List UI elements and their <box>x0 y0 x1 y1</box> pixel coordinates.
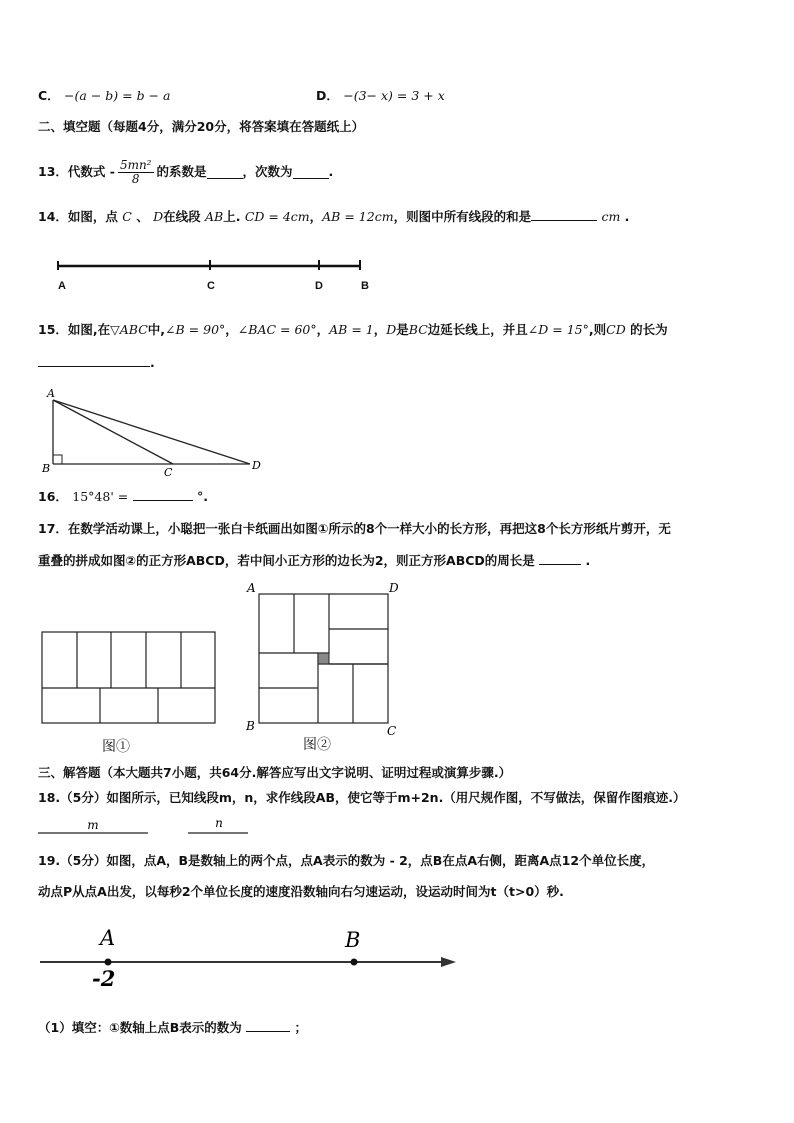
q14-sep: 、 <box>136 209 149 224</box>
q15-label-c: C <box>164 466 173 479</box>
option-c-expr: −(a − b) = b − a <box>64 88 171 103</box>
q14-label-c: C <box>207 280 215 292</box>
option-d-expr: −(3− x) = 3 + x <box>343 88 445 103</box>
q15-label-a: A <box>47 387 55 400</box>
q14-point-d: D <box>153 209 164 224</box>
q14-comma: ， <box>309 209 323 224</box>
q19-sub-1-answer-blank[interactable] <box>246 1019 290 1032</box>
option-c <box>38 88 170 104</box>
q15-end: . <box>150 355 155 370</box>
question-13 <box>38 152 333 192</box>
q15-mid-4: ， <box>373 322 387 337</box>
q19-point-b <box>351 959 358 966</box>
q15-mid-2: ， <box>225 322 238 337</box>
q14-label-d: D <box>315 280 323 292</box>
q15-label-d: D <box>252 459 261 472</box>
q18-segments-figure <box>36 814 266 840</box>
q17-end: . <box>585 553 591 568</box>
q14-tail: ，则图中所有线段的和是 <box>393 209 532 224</box>
q19-sub-1-text: （1）填空：①数轴上点B表示的数为 <box>38 1020 242 1035</box>
q15-point-d: D <box>386 322 397 337</box>
q14-end: . <box>624 209 630 224</box>
q19-sub-1 <box>38 1019 307 1036</box>
q19-number-line <box>36 920 466 995</box>
q14-on: 在线段 <box>163 209 201 224</box>
q14-answer-blank[interactable] <box>531 208 597 221</box>
q14-text-on: 上. <box>223 209 241 224</box>
q19-point-a <box>105 959 112 966</box>
q14-ab: AB = 12cm <box>322 209 394 224</box>
question-14 <box>38 208 629 225</box>
q19-label-b: B <box>345 928 361 952</box>
q16-expr: 15°48' = <box>72 489 129 504</box>
q15-side-ac <box>53 400 173 464</box>
q15-cd: CD <box>606 322 626 337</box>
q19-line-2: 动点P从点A出发，以每秒2个单位长度的速度沿数轴向右匀速运动，设运动时间为t（t>0）秒. <box>38 884 564 899</box>
q17-fig2-caption: 图② <box>303 737 331 753</box>
q17-fig1-caption: 图① <box>102 739 130 755</box>
q15-triangle-figure <box>38 385 273 480</box>
option-c-label: C． <box>38 88 60 103</box>
section-2-heading: 二、填空题（每题4分，满分20分，将答案填在答题纸上） <box>38 119 365 134</box>
question-15 <box>38 322 668 338</box>
fig1-outer-rect <box>42 632 215 723</box>
q19-axis-arrow <box>441 957 456 967</box>
q13-answer-blank-2[interactable] <box>293 166 329 179</box>
q15-angle-bac: ∠BAC = 60° <box>237 322 317 337</box>
q14-segment-ab: AB <box>204 209 224 224</box>
q19-line-1: 19.（5分）如图，点A，B是数轴上的两个点，点A表示的数为 - 2，点B在点A右侧，距离A点12个单位长度， <box>38 853 655 868</box>
q14-label-a: A <box>58 280 66 292</box>
q13-answer-blank-1[interactable] <box>207 166 243 179</box>
q17-line-1: 17．在数学活动课上，小聪把一张白卡纸画出如图①所示的8个一样大小的长方形，再把这8个长方形纸片剪开，无 <box>38 521 671 536</box>
q18-label-n: n <box>215 816 223 830</box>
q14-label-b: B <box>361 280 369 292</box>
q14-unit: cm <box>601 209 621 224</box>
q15-ab: AB = 1 <box>329 322 374 337</box>
option-d <box>316 88 445 104</box>
q19-label-a: A <box>100 926 116 950</box>
q15-answer-blank[interactable] <box>38 354 150 367</box>
q15-triangle: ▽ABC <box>110 322 148 337</box>
q18-label-m: m <box>87 818 99 832</box>
q16-prefix: 16． <box>38 489 68 504</box>
q15-prefix: 15．如图,在 <box>38 322 111 337</box>
q14-point-c: C <box>122 209 132 224</box>
q15-mid-6: 边延长线上，并且 <box>427 322 528 337</box>
q18-text: 18.（5分）如图所示，已知线段m，n，求作线段AB，使它等于m+2n.（用尺规作图，不写做法，保留作图痕迹.） <box>38 790 686 805</box>
q13-fraction <box>118 159 154 186</box>
q19-value-a: -2 <box>92 966 116 991</box>
option-d-label: D． <box>316 88 339 103</box>
q17-figure-1 <box>40 630 220 726</box>
fig2-label-a: A <box>247 581 256 595</box>
q15-mid-8: 的长为 <box>630 322 668 337</box>
q13-text-3: . <box>328 164 334 179</box>
question-16 <box>38 488 208 505</box>
q17-line-2: 重叠的拼成如图②的正方形ABCD，若中间小正方形的边长为2，则正方形ABCD的周长是 <box>38 553 535 568</box>
q15-side-ad <box>53 400 250 464</box>
q13-text-1: 的系数是 <box>156 164 207 179</box>
q14-cd: CD = 4cm <box>244 209 310 224</box>
q16-answer-blank[interactable] <box>133 488 193 501</box>
fig2-label-b: B <box>246 719 255 733</box>
q15-label-b: B <box>42 462 51 475</box>
q14-segment-figure <box>50 255 380 300</box>
q13-number: 13．代数式 - <box>38 164 115 179</box>
q13-fraction-numerator: 5mn² <box>119 157 152 172</box>
q15-mid-7: ,则 <box>588 322 607 337</box>
q15-angle-b: ∠B = 90° <box>165 322 226 337</box>
q15-mid-1: 中, <box>147 322 166 337</box>
q14-prefix: 14．如图，点 <box>38 209 118 224</box>
q17-answer-blank[interactable] <box>539 552 581 565</box>
fig2-label-c: C <box>387 724 397 738</box>
q15-mid-3: ， <box>316 322 330 337</box>
q16-suffix: °. <box>196 489 208 504</box>
q15-bc: BC <box>408 322 428 337</box>
q19-sub-1-end: ； <box>294 1020 308 1035</box>
section-3-heading: 三、解答题（本大题共7小题，共64分.解答应写出文字说明、证明过程或演算步骤.） <box>38 765 512 780</box>
q17-line-2-wrap <box>38 552 590 569</box>
q15-right-angle-mark <box>53 455 62 464</box>
q15-angle-d: ∠D = 15° <box>527 322 589 337</box>
q17-figure-2 <box>245 580 405 740</box>
q15-mid-5: 是 <box>396 322 409 337</box>
fig2-center-small-square <box>318 653 329 664</box>
q13-fraction-denominator: 8 <box>131 171 140 186</box>
q13-text-2: ，次数为 <box>242 164 293 179</box>
q15-answer-line <box>38 354 155 371</box>
fig2-label-d: D <box>389 581 399 595</box>
